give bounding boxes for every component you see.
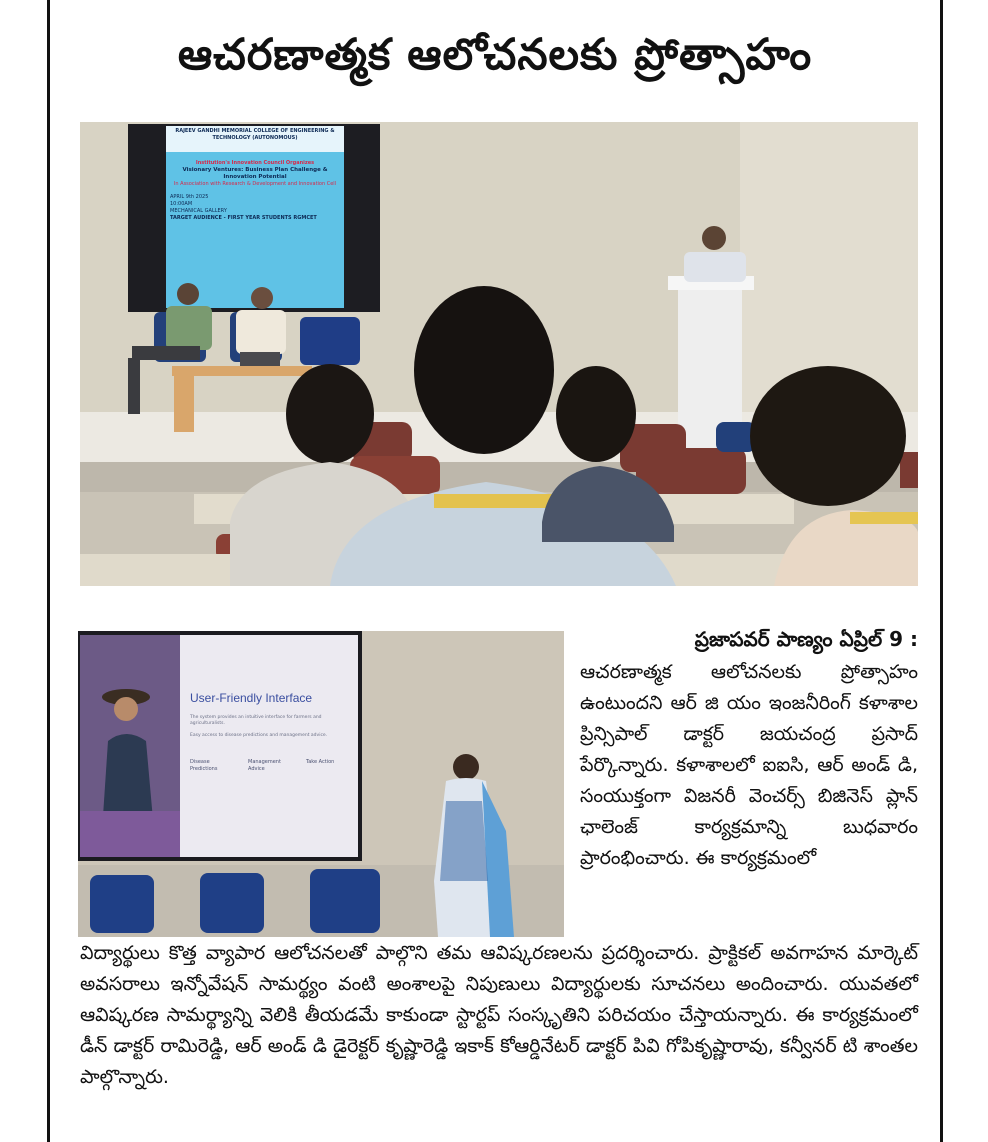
slide-title: User-Friendly Interface xyxy=(190,691,313,705)
slide-feature-item: Take Action xyxy=(306,759,335,765)
slide-time: 10:00AM xyxy=(170,201,193,207)
slide-audience: TARGET AUDIENCE - FIRST YEAR STUDENTS RGMCET xyxy=(170,215,317,221)
projected-slide-text xyxy=(170,128,340,222)
article-body-full-width xyxy=(80,938,918,1093)
article-paragraph-column: ఆచరణాత్మక ఆలోచనలకు ప్రోత్సాహం ఉంటుందని ఆర్ జి యం ఇంజనీరింగ్ కళాశాల ప్రిన్సిపాల్ డాక్టర్ జయచంద్ర ప్రసాద్ పేర్కొన్నారు. కళాశాలలో ఐఐసి, ఆర్ అండ్ డి, సంయుక్తంగా విజనరీ వెంచర్స్ బిజినెస్ ప్లాన్ ఛాలెంజ్ కార్యక్రమాన్ని బుధవారం ప్రారంభించారు. ఈ కార్యక్రమంలో xyxy=(580,661,918,869)
slide-date: APRIL 9th 2025 xyxy=(170,194,209,200)
article-body-column xyxy=(580,657,918,874)
slide-organizer: Institution's Innovation Council Organizes xyxy=(195,160,315,166)
slide-feature-item: Disease Predictions xyxy=(190,759,218,772)
article-paragraph-full: విద్యార్థులు కొత్త వ్యాపార ఆలోచనలతో పాల్గొని తమ ఆవిష్కరణలను ప్రదర్శించారు. ప్రాక్టికల్ అవగాహన మార్కెట్ అవసరాలు ఇన్నోవేషన్ సామర్థ్యం వంటి అంశాలపై నిపుణులు విద్యార్థులకు సూచనలు అందించారు. యువతలో ఆవిష్కరణ సామర్థ్యాన్ని వెలికి తీయడమే కాకుండా స్టార్టప్ సంస్కృతిని పరిచయం చేస్తాయన్నారు. ఈ కార్యక్రమంలో డీన్ డాక్టర్ రామిరెడ్డి, ఆర్ అండ్ డి డైరెక్టర్ కృష్ణారెడ్డి ఇకాక్ కోఆర్డినేటర్ డాక్టర్ పివి గోపికృష్ణారావు, కన్వీనర్ టి శాంతల పాల్గొన్నారు. xyxy=(80,942,918,1088)
slide-event-subtitle: In Association with Research & Development and Innovation Cell xyxy=(173,181,337,187)
slide-line-1: The system provides an intuitive interface for farmers and agriculturalists. xyxy=(190,715,322,726)
slide-feature-list xyxy=(190,759,352,773)
slide-event-title: Visionary Ventures: Business Plan Challenge & Innovation Potential xyxy=(182,167,328,180)
slide-line-2: Easy access to disease predictions and management advice. xyxy=(190,733,328,738)
article-dateline: ప్రజాపవర్ పాణ్యం ఏప్రిల్ 9 : xyxy=(694,627,918,651)
slide-feature-item: Management Advice xyxy=(248,759,281,772)
slide-venue: MECHANICAL GALLERY xyxy=(170,208,227,214)
event-photo-student-presentation xyxy=(78,631,564,937)
slide-college-name: RAJEEV GANDHI MEMORIAL COLLEGE OF ENGINEERING & TECHNOLOGY (AUTONOMOUS) xyxy=(175,128,335,141)
slide-content xyxy=(190,691,352,773)
event-photo-seminar-hall xyxy=(80,122,918,586)
headline: ఆచరణాత్మక ఆలోచనలకు ప్రోత్సాహం xyxy=(177,30,813,80)
